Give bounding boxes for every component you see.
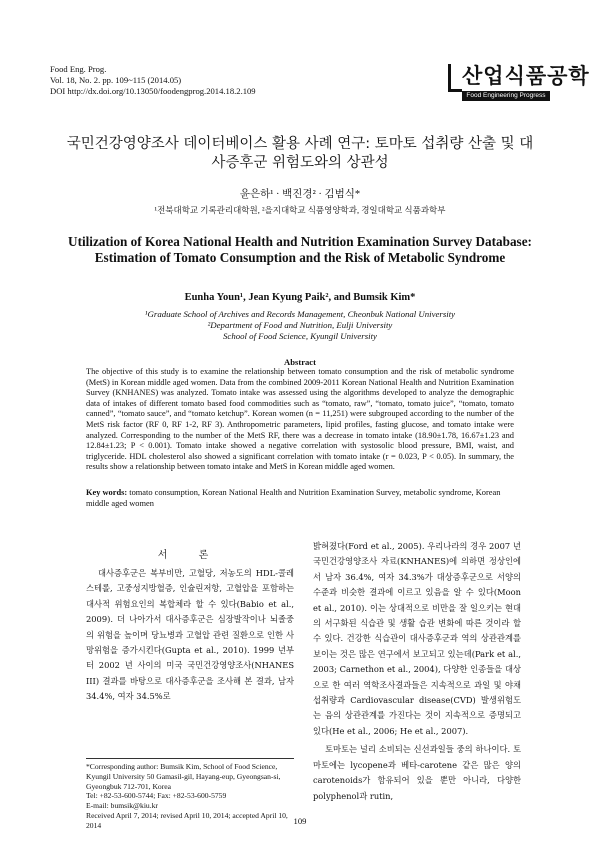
- footnote-dates: Received April 7, 2014; revised April 10, 2014; accepted April 10, 2014: [86, 810, 288, 830]
- keywords-label: Key words:: [86, 488, 128, 497]
- footnote-corresponding: *Corresponding author: Bumsik Kim, School of Food Science, Kyungil University 50 Gamasil-gil, Hayang-eup, Gyeongsan-si, Gyeongbuk 712-701, Korea: [86, 762, 281, 791]
- keywords-text: tomato consumption, Korean National Health and Nutrition Examination Survey, metabolic syndrome, Korean middle aged women: [86, 488, 501, 508]
- footnote-divider: [86, 758, 294, 759]
- korean-title: 국민건강영양조사 데이터베이스 활용 사례 연구: 토마토 섭취량 산출 및 대사증후군 위험도와의 상관성: [66, 136, 534, 171]
- logo-mark: [448, 64, 462, 92]
- journal-header: [50, 64, 256, 97]
- page-number: 109: [293, 816, 307, 826]
- english-affiliations: [60, 309, 540, 343]
- section-heading: 서 론: [157, 550, 223, 561]
- korean-authors: 윤은하¹ · 백진경² · 김범식*: [239, 189, 361, 200]
- journal-doi: DOI http://dx.doi.org/10.13050/foodengprog.2014.18.2.109: [50, 86, 256, 96]
- left-paragraph: 대사증후군은 복부비만, 고혈당, 저농도의 HDL-콜레스테롤, 고중성지방혈증, 인슐린저항, 고혈압을 포함하는 대사적 위험요인의 복합체라 할 수 있다(Babio et al., 2009). 더 나아가서 대사증후군은 심장발작이나 뇌졸중의 위험을 높이며 당뇨병과 고혈압 관련 질환으로 인한 사망위험을 증가시킨다(Gupta et al., 2010). 1999 년부터 2002 년 사이의 미국 국민건강영양조사(NHANES III) 결과를 바탕으로 대사증후군을 조사해 본 결과, 남자 34.4%, 여자 34.5%로: [86, 568, 294, 702]
- abstract-text: The objective of this study is to examine the relationship between tomato consumption and the risk of metabolic syndrome (MetS) in Korean middle aged women. Data from the combined 2009-2011 Korean National Health and Nutrition Examination Survey (KNHANES) was analyzed. Tomato intake was assessed using the algorithms developed to analyze the demographic data of intakes of different tomato based food commodities such as “tomato, raw”, “tomato, tomato juice”, “tomato, tomato canned”, “tomato sauce”, and “tomato ketchup”. Korean women (n = 11,251) were subgrouped according to the number of the MetS risk factor (RF 0, RF 1-2, RF 3). Anthropometric parameters, lipid profiles, fasting glucose, and tomato intake were analyzed. Corresponding to the number of the MetS RF, there was a decrease in tomato intake (18.90±1.78, 16.67±1.23 and 12.84±1.23; P < 0.001). Tomato intake showed a negative correlation with systosolic blood pressure, BMI, waist, and triglyceride. HDL cholesterol also showed a significant correlation with tomato intake (r = 0.023, P < 0.05). In summary, the results show a relationship between tomato intake and MetS in Korean middle aged women.: [86, 367, 514, 472]
- journal-volume: Vol. 18, No. 2. pp. 109~115 (2014.05): [50, 75, 182, 85]
- korean-affiliations: ¹전북대학교 기록관리대학원, ²을지대학교 식품영양학과, 경일대학교 식품과학부: [154, 205, 446, 215]
- body-right-column: [313, 539, 521, 804]
- logo-text: 산업식품공학: [462, 64, 590, 88]
- english-title: Utilization of Korea National Health and Nutrition Examination Survey Database: Estimation of Tomato Consumption and the Risk of Metabolic Syndrome: [68, 234, 532, 265]
- right-paragraph-2: 토마토는 널리 소비되는 신선과일들 중의 하나이다. 토마토에는 lycopene과 베타-carotene 같은 많은 양의 carotenoids가 함유되어 있을 뿐만 아니라, 다양한 polyphenol과 rutin,: [313, 744, 521, 801]
- affiliation-2: ²Department of Food and Nutrition, Eulji University: [207, 320, 393, 331]
- abstract-heading: Abstract: [284, 357, 316, 367]
- affiliation-3: School of Food Science, Kyungil University: [223, 331, 377, 342]
- body-left-column: [86, 566, 294, 705]
- english-authors: Eunha Youn¹, Jean Kyung Paik², and Bumsik Kim*: [184, 292, 416, 303]
- keywords: [86, 488, 514, 509]
- journal-name: Food Eng. Prog.: [50, 64, 107, 74]
- footnote-phone: Tel: +82-53-600-5744; Fax: +82-53-600-5759: [86, 791, 227, 801]
- footnote-email: E-mail: bumsik@kiu.kr: [86, 801, 158, 811]
- right-paragraph-1: 밝혀졌다(Ford et al., 2005). 우리나라의 경우 2007 년 국민건강영양조사 자료(KNHANES)에 의하면 정상인에서 남자 36.4%, 여자 34.3%가 대상증후군으로 서양의 수준과 비슷한 결과에 이르고 있음을 알 수 있다(Moon et al., 2010). 이는 상대적으로 비만을 잘 일으키는 현대의 서구화된 식습관 및 생활 습관 변화에 따른 것이라 할 수 있다. 건강한 식습관이 대사증후군과 역의 상관관계를 보이는 것은 많은 연구에서 보고되고 있는데(Park et al., 2003; Carnethon et al., 2004), 다양한 인종들을 대상으로 한 여러 역학조사결과들은 지속적으로 과일 및 야채 섭취량과 Cardiovascular disease(CVD) 발생위험도는 음의 상관관계를 가진다는 것이 지속적으로 증명되고 있다(He et al., 2006; He et al., 2007).: [313, 541, 521, 736]
- journal-logo: [448, 64, 590, 104]
- affiliation-1: ¹Graduate School of Archives and Records Management, Cheonbuk National University: [144, 309, 456, 319]
- logo-subtitle: Food Engineering Progress: [462, 91, 550, 101]
